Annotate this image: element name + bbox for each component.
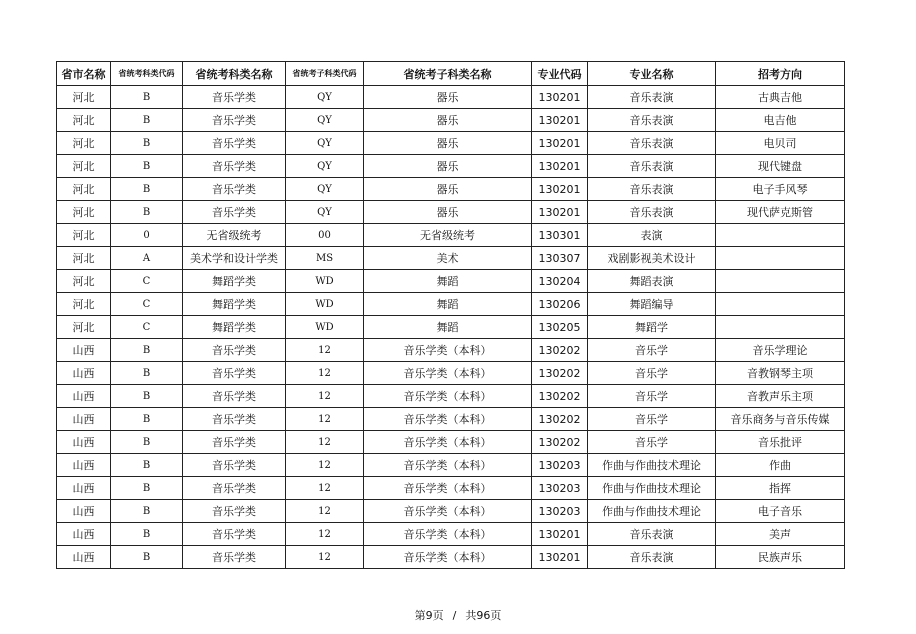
cell-direction: 古典吉他 bbox=[716, 86, 845, 109]
cell-subcategory-code: QY bbox=[286, 155, 364, 178]
table-row bbox=[57, 477, 845, 500]
header-major-name: 专业名称 bbox=[588, 62, 716, 86]
cell-major-name: 舞蹈表演 bbox=[588, 270, 716, 293]
cell-major-name: 作曲与作曲技术理论 bbox=[588, 477, 716, 500]
cell-direction: 作曲 bbox=[716, 454, 845, 477]
header-category-code: 省统考科类代码 bbox=[111, 62, 183, 86]
cell-category-name: 音乐学类 bbox=[183, 523, 286, 546]
cell-major-code: 130202 bbox=[532, 408, 588, 431]
header-major-code: 专业代码 bbox=[532, 62, 588, 86]
cell-subcategory-name: 器乐 bbox=[364, 132, 532, 155]
cell-direction: 现代萨克斯管 bbox=[716, 201, 845, 224]
table-row bbox=[57, 247, 845, 270]
cell-major-name: 表演 bbox=[588, 224, 716, 247]
cell-category-name: 音乐学类 bbox=[183, 454, 286, 477]
cell-direction: 音乐商务与音乐传媒 bbox=[716, 408, 845, 431]
cell-category-code: B bbox=[111, 523, 183, 546]
table-row bbox=[57, 316, 845, 339]
cell-category-name: 音乐学类 bbox=[183, 500, 286, 523]
cell-province: 山西 bbox=[57, 500, 111, 523]
table-body bbox=[57, 86, 845, 569]
cell-category-name: 音乐学类 bbox=[183, 132, 286, 155]
cell-subcategory-name: 音乐学类（本科） bbox=[364, 431, 532, 454]
table-row bbox=[57, 431, 845, 454]
cell-major-name: 音乐学 bbox=[588, 362, 716, 385]
cell-province: 河北 bbox=[57, 224, 111, 247]
cell-direction: 民族声乐 bbox=[716, 546, 845, 569]
cell-subcategory-code: 12 bbox=[286, 523, 364, 546]
cell-major-code: 130201 bbox=[532, 546, 588, 569]
cell-category-name: 音乐学类 bbox=[183, 178, 286, 201]
cell-direction: 电贝司 bbox=[716, 132, 845, 155]
table-row bbox=[57, 385, 845, 408]
cell-subcategory-name: 舞蹈 bbox=[364, 270, 532, 293]
cell-direction: 音乐学理论 bbox=[716, 339, 845, 362]
cell-subcategory-name: 音乐学类（本科） bbox=[364, 477, 532, 500]
table-row bbox=[57, 454, 845, 477]
cell-major-name: 音乐表演 bbox=[588, 546, 716, 569]
cell-major-name: 舞蹈编导 bbox=[588, 293, 716, 316]
cell-subcategory-code: 12 bbox=[286, 477, 364, 500]
cell-major-code: 130201 bbox=[532, 86, 588, 109]
cell-category-code: C bbox=[111, 270, 183, 293]
table-row bbox=[57, 224, 845, 247]
cell-province: 河北 bbox=[57, 155, 111, 178]
cell-major-name: 音乐学 bbox=[588, 408, 716, 431]
cell-category-name: 舞蹈学类 bbox=[183, 293, 286, 316]
cell-category-name: 音乐学类 bbox=[183, 408, 286, 431]
cell-province: 河北 bbox=[57, 109, 111, 132]
header-subcategory-name: 省统考子科类名称 bbox=[364, 62, 532, 86]
table-row bbox=[57, 86, 845, 109]
cell-subcategory-code: QY bbox=[286, 178, 364, 201]
cell-direction bbox=[716, 293, 845, 316]
cell-category-code: 0 bbox=[111, 224, 183, 247]
page-total: 共96页 bbox=[465, 609, 502, 622]
cell-category-name: 音乐学类 bbox=[183, 362, 286, 385]
table-row bbox=[57, 523, 845, 546]
table-row bbox=[57, 408, 845, 431]
cell-province: 河北 bbox=[57, 201, 111, 224]
cell-province: 山西 bbox=[57, 546, 111, 569]
cell-category-code: B bbox=[111, 132, 183, 155]
table-row bbox=[57, 339, 845, 362]
cell-category-code: B bbox=[111, 546, 183, 569]
cell-major-code: 130201 bbox=[532, 178, 588, 201]
table-row bbox=[57, 178, 845, 201]
cell-major-name: 音乐表演 bbox=[588, 86, 716, 109]
cell-category-name: 舞蹈学类 bbox=[183, 270, 286, 293]
cell-category-name: 音乐学类 bbox=[183, 86, 286, 109]
cell-subcategory-name: 舞蹈 bbox=[364, 316, 532, 339]
cell-major-code: 130202 bbox=[532, 339, 588, 362]
cell-major-code: 130206 bbox=[532, 293, 588, 316]
cell-subcategory-name: 音乐学类（本科） bbox=[364, 339, 532, 362]
cell-major-code: 130301 bbox=[532, 224, 588, 247]
cell-subcategory-name: 音乐学类（本科） bbox=[364, 408, 532, 431]
cell-direction: 现代键盘 bbox=[716, 155, 845, 178]
cell-category-name: 无省级统考 bbox=[183, 224, 286, 247]
cell-category-code: B bbox=[111, 109, 183, 132]
cell-subcategory-name: 器乐 bbox=[364, 201, 532, 224]
cell-subcategory-name: 器乐 bbox=[364, 155, 532, 178]
cell-direction bbox=[716, 247, 845, 270]
cell-category-name: 音乐学类 bbox=[183, 109, 286, 132]
cell-category-name: 音乐学类 bbox=[183, 339, 286, 362]
cell-subcategory-name: 无省级统考 bbox=[364, 224, 532, 247]
cell-category-name: 音乐学类 bbox=[183, 155, 286, 178]
cell-subcategory-name: 音乐学类（本科） bbox=[364, 546, 532, 569]
header-province: 省市名称 bbox=[57, 62, 111, 86]
cell-direction: 电吉他 bbox=[716, 109, 845, 132]
cell-category-code: B bbox=[111, 408, 183, 431]
cell-major-code: 130201 bbox=[532, 109, 588, 132]
cell-major-name: 音乐表演 bbox=[588, 132, 716, 155]
cell-subcategory-name: 器乐 bbox=[364, 109, 532, 132]
cell-province: 河北 bbox=[57, 293, 111, 316]
cell-subcategory-code: WD bbox=[286, 316, 364, 339]
cell-major-name: 作曲与作曲技术理论 bbox=[588, 454, 716, 477]
cell-major-name: 戏剧影视美术设计 bbox=[588, 247, 716, 270]
table-row bbox=[57, 500, 845, 523]
cell-direction: 美声 bbox=[716, 523, 845, 546]
cell-subcategory-code: 12 bbox=[286, 454, 364, 477]
cell-direction: 电子音乐 bbox=[716, 500, 845, 523]
cell-major-code: 130201 bbox=[532, 155, 588, 178]
cell-subcategory-code: 00 bbox=[286, 224, 364, 247]
cell-direction bbox=[716, 316, 845, 339]
table-row bbox=[57, 201, 845, 224]
cell-category-code: B bbox=[111, 339, 183, 362]
cell-province: 山西 bbox=[57, 339, 111, 362]
cell-major-code: 130203 bbox=[532, 454, 588, 477]
table-row bbox=[57, 132, 845, 155]
cell-direction: 音乐批评 bbox=[716, 431, 845, 454]
cell-subcategory-name: 音乐学类（本科） bbox=[364, 454, 532, 477]
cell-subcategory-name: 舞蹈 bbox=[364, 293, 532, 316]
cell-major-name: 作曲与作曲技术理论 bbox=[588, 500, 716, 523]
admissions-table bbox=[56, 61, 845, 569]
table-row bbox=[57, 155, 845, 178]
cell-province: 山西 bbox=[57, 477, 111, 500]
cell-category-name: 音乐学类 bbox=[183, 385, 286, 408]
table-row bbox=[57, 546, 845, 569]
header-row bbox=[57, 62, 845, 86]
cell-subcategory-code: MS bbox=[286, 247, 364, 270]
cell-category-name: 美术学和设计学类 bbox=[183, 247, 286, 270]
cell-province: 山西 bbox=[57, 523, 111, 546]
cell-subcategory-name: 器乐 bbox=[364, 178, 532, 201]
cell-province: 山西 bbox=[57, 408, 111, 431]
cell-subcategory-code: QY bbox=[286, 109, 364, 132]
cell-major-name: 音乐表演 bbox=[588, 201, 716, 224]
cell-subcategory-name: 音乐学类（本科） bbox=[364, 362, 532, 385]
cell-province: 山西 bbox=[57, 431, 111, 454]
cell-subcategory-code: WD bbox=[286, 270, 364, 293]
cell-category-name: 音乐学类 bbox=[183, 546, 286, 569]
table-row bbox=[57, 109, 845, 132]
table-header bbox=[57, 62, 845, 86]
cell-subcategory-code: 12 bbox=[286, 546, 364, 569]
cell-major-code: 130307 bbox=[532, 247, 588, 270]
cell-direction: 指挥 bbox=[716, 477, 845, 500]
cell-category-code: B bbox=[111, 201, 183, 224]
cell-major-name: 音乐学 bbox=[588, 431, 716, 454]
cell-category-code: B bbox=[111, 477, 183, 500]
cell-subcategory-code: QY bbox=[286, 201, 364, 224]
cell-major-code: 130202 bbox=[532, 362, 588, 385]
cell-major-code: 130205 bbox=[532, 316, 588, 339]
cell-subcategory-code: WD bbox=[286, 293, 364, 316]
table-row bbox=[57, 270, 845, 293]
cell-category-code: C bbox=[111, 293, 183, 316]
cell-major-code: 130202 bbox=[532, 385, 588, 408]
cell-major-name: 音乐学 bbox=[588, 339, 716, 362]
cell-subcategory-name: 音乐学类（本科） bbox=[364, 523, 532, 546]
cell-province: 河北 bbox=[57, 247, 111, 270]
cell-major-name: 音乐表演 bbox=[588, 109, 716, 132]
cell-direction bbox=[716, 270, 845, 293]
cell-major-code: 130203 bbox=[532, 500, 588, 523]
cell-category-code: B bbox=[111, 86, 183, 109]
cell-subcategory-code: 12 bbox=[286, 339, 364, 362]
cell-province: 河北 bbox=[57, 178, 111, 201]
cell-category-code: C bbox=[111, 316, 183, 339]
cell-province: 河北 bbox=[57, 132, 111, 155]
page-separator: / bbox=[452, 609, 457, 622]
cell-subcategory-code: QY bbox=[286, 132, 364, 155]
cell-major-code: 130201 bbox=[532, 523, 588, 546]
cell-category-name: 音乐学类 bbox=[183, 201, 286, 224]
cell-category-code: B bbox=[111, 454, 183, 477]
cell-subcategory-code: 12 bbox=[286, 385, 364, 408]
header-category-name: 省统考科类名称 bbox=[183, 62, 286, 86]
cell-subcategory-code: 12 bbox=[286, 408, 364, 431]
cell-category-code: B bbox=[111, 362, 183, 385]
cell-category-name: 音乐学类 bbox=[183, 477, 286, 500]
cell-category-code: B bbox=[111, 500, 183, 523]
cell-major-name: 音乐表演 bbox=[588, 523, 716, 546]
cell-category-code: B bbox=[111, 431, 183, 454]
cell-province: 山西 bbox=[57, 454, 111, 477]
cell-subcategory-name: 音乐学类（本科） bbox=[364, 500, 532, 523]
cell-major-name: 音乐表演 bbox=[588, 155, 716, 178]
cell-subcategory-code: 12 bbox=[286, 431, 364, 454]
cell-category-code: B bbox=[111, 178, 183, 201]
cell-direction: 音教钢琴主项 bbox=[716, 362, 845, 385]
cell-category-name: 音乐学类 bbox=[183, 431, 286, 454]
cell-subcategory-name: 音乐学类（本科） bbox=[364, 385, 532, 408]
cell-major-name: 音乐表演 bbox=[588, 178, 716, 201]
cell-province: 河北 bbox=[57, 316, 111, 339]
cell-major-name: 音乐学 bbox=[588, 385, 716, 408]
cell-direction bbox=[716, 224, 845, 247]
header-direction: 招考方向 bbox=[716, 62, 845, 86]
cell-direction: 音教声乐主项 bbox=[716, 385, 845, 408]
table-row bbox=[57, 293, 845, 316]
page-number: 第9页 bbox=[414, 609, 444, 622]
table-row bbox=[57, 362, 845, 385]
cell-major-code: 130202 bbox=[532, 431, 588, 454]
cell-major-name: 舞蹈学 bbox=[588, 316, 716, 339]
cell-direction: 电子手风琴 bbox=[716, 178, 845, 201]
cell-major-code: 130204 bbox=[532, 270, 588, 293]
cell-subcategory-name: 器乐 bbox=[364, 86, 532, 109]
cell-province: 山西 bbox=[57, 385, 111, 408]
cell-category-name: 舞蹈学类 bbox=[183, 316, 286, 339]
cell-subcategory-code: 12 bbox=[286, 500, 364, 523]
cell-major-code: 130201 bbox=[532, 201, 588, 224]
header-subcategory-code: 省统考子科类代码 bbox=[286, 62, 364, 86]
cell-subcategory-name: 美术 bbox=[364, 247, 532, 270]
cell-province: 山西 bbox=[57, 362, 111, 385]
cell-province: 河北 bbox=[57, 270, 111, 293]
cell-major-code: 130203 bbox=[532, 477, 588, 500]
cell-category-code: A bbox=[111, 247, 183, 270]
cell-major-code: 130201 bbox=[532, 132, 588, 155]
cell-category-code: B bbox=[111, 385, 183, 408]
cell-subcategory-code: 12 bbox=[286, 362, 364, 385]
page-footer bbox=[0, 607, 916, 623]
cell-province: 河北 bbox=[57, 86, 111, 109]
cell-subcategory-code: QY bbox=[286, 86, 364, 109]
cell-category-code: B bbox=[111, 155, 183, 178]
